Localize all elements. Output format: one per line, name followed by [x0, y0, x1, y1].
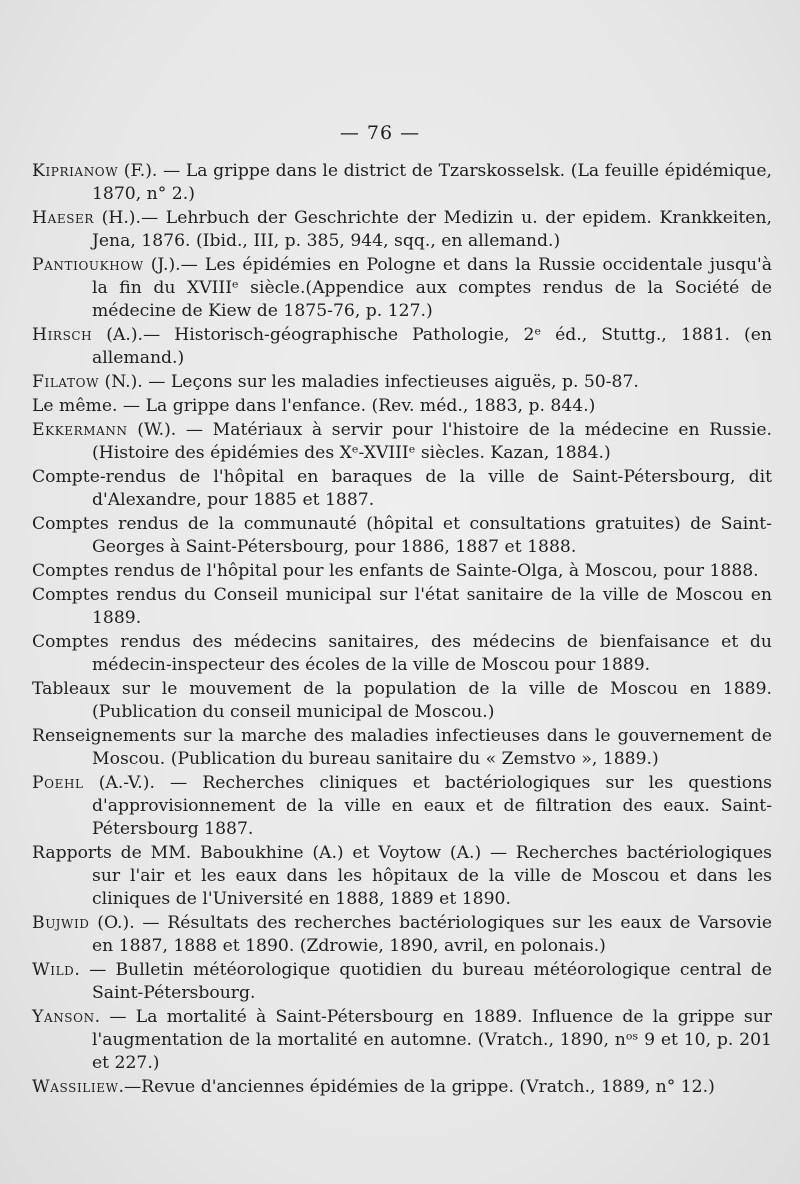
entry-author: Ekkermann	[32, 419, 128, 440]
entry-text: Tableaux sur le mouvement de la population de la ville de Moscou en 1889. (Publication du conseil municipal de Moscou.)	[32, 678, 772, 722]
entry-text: Le même. — La grippe dans l'enfance. (Rev. méd., 1883, p. 844.)	[32, 396, 596, 416]
entry-author: Wild	[32, 960, 75, 980]
bibliography-entry	[32, 584, 772, 630]
entry-text: (W.). — Matériaux à servir pour l'histoire de la médecine en Russie. (Histoire des épidémies des Xᵉ-XVIIIᵉ siècles. Kazan, 1884.)	[92, 419, 772, 463]
entry-text: Compte-rendus de l'hôpital en baraques de la ville de Saint-Pétersbourg, dit d'Alexandre, pour 1885 et 1887.	[32, 466, 772, 510]
entry-text: .—Revue d'anciennes épidémies de la grippe. (Vratch., 1889, n° 12.)	[118, 1077, 715, 1098]
entry-text: Renseignements sur la marche des maladies infectieuses dans le gouvernement de Moscou. (Publication du bureau sanitaire du « Zemstvo », 1889.)	[32, 725, 772, 769]
bibliography-entry	[32, 324, 772, 370]
bibliography-entry	[32, 772, 772, 842]
entry-author: Yanson	[32, 1007, 95, 1027]
entry-text: Rapports de MM. Baboukhine (A.) et Voytow (A.) — Recherches bactériologiques sur l'air et les eaux dans les hôpitaux de la ville de Moscou et dans les cliniques de l'Université en 1888, 1889 et 1890.	[32, 842, 772, 910]
entry-text: . — La mortalité à Saint-Pétersbourg en 1889. Influence de la grippe sur l'augmentation de la mortalité en automne. (Vratch., 1890, nᵒˢ 9 et 10, p. 201 et 227.)	[92, 1007, 772, 1074]
page-number: — 76 —	[339, 122, 421, 144]
bibliography-list	[32, 160, 772, 1100]
bibliography-entry	[32, 371, 772, 394]
bibliography-entry	[32, 254, 772, 324]
entry-text: (J.).— Les épidémies en Pologne et dans la Russie occidentale jusqu'à la fin du XVIIIᵉ siècle.(Appendice aux comptes rendus de la Société de médecine de Kiew de 1875-76, p. 127.)	[92, 255, 772, 322]
entry-text: (A.).— Historisch-géographische Pathologie, 2ᵉ éd., Stuttg., 1881. (en allemand.)	[92, 325, 772, 369]
entry-text: Comptes rendus de la communauté (hôpital et consultations gratuites) de Saint-Georges à Saint-Pétersbourg, pour 1886, 1887 et 1888.	[32, 513, 772, 557]
entry-author: Haeser	[32, 208, 95, 228]
bibliography-entry	[32, 160, 772, 206]
entry-text: (H.).— Lehrbuch der Geschrichte der Medizin u. der epidem. Krankkeiten, Jena, 1876. (Ibid., III, p. 385, 944, sqq., en allemand.)	[92, 208, 772, 252]
entry-text: (N.). — Leçons sur les maladies infectieuses aiguës, p. 50-87.	[99, 372, 639, 393]
bibliography-entry	[32, 631, 772, 677]
bibliography-entry	[32, 513, 772, 559]
bibliography-entry	[32, 1006, 772, 1076]
bibliography-entry	[32, 466, 772, 512]
entry-text: (O.). — Résultats des recherches bactériologiques sur les eaux de Varsovie en 1887, 1888 et 1890. (Zdrowie, 1890, avril, en polonais.)	[89, 913, 772, 957]
entry-author: Kiprianow	[32, 161, 119, 181]
entry-text: Comptes rendus de l'hôpital pour les enfants de Sainte-Olga, à Moscou, pour 1888.	[32, 560, 759, 581]
bibliography-entry	[32, 678, 772, 724]
entry-author: Bujwid	[32, 913, 90, 933]
bibliography-entry	[32, 419, 772, 465]
entry-text: Comptes rendus du Conseil municipal sur l'état sanitaire de la ville de Moscou en 1889.	[32, 584, 772, 628]
entry-text: . — Bulletin météorologique quotidien du bureau météorologique central de Saint-Pétersbourg.	[74, 960, 772, 1004]
entry-text: (F.). — La grippe dans le district de Tzarskosselsk. (La feuille épidémique, 1870, n° 2.)	[92, 161, 772, 205]
bibliography-entry	[32, 560, 772, 583]
bibliography-entry	[32, 959, 772, 1005]
bibliography-entry	[32, 395, 772, 418]
entry-author: Pantioukhow	[32, 255, 144, 275]
bibliography-entry	[32, 725, 772, 771]
entry-author: Filatow	[32, 372, 100, 393]
bibliography-entry	[32, 1076, 772, 1099]
entry-text: Comptes rendus des médecins sanitaires, des médecins de bienfaisance et du médecin-inspecteur des écoles de la ville de Moscou pour 1889.	[32, 631, 772, 675]
bibliography-entry	[32, 912, 772, 958]
bibliography-entry	[32, 842, 772, 912]
entry-author: Wassiliew	[32, 1077, 119, 1098]
entry-author: Hirsch	[32, 325, 93, 346]
entry-author: Poehl	[32, 772, 84, 793]
entry-text: (A.-V.). — Recherches cliniques et bactériologiques sur les questions d'approvisionnement de la ville en eaux et de filtration des eaux. Saint-Pétersbourg 1887.	[83, 772, 772, 839]
bibliography-entry	[32, 207, 772, 253]
